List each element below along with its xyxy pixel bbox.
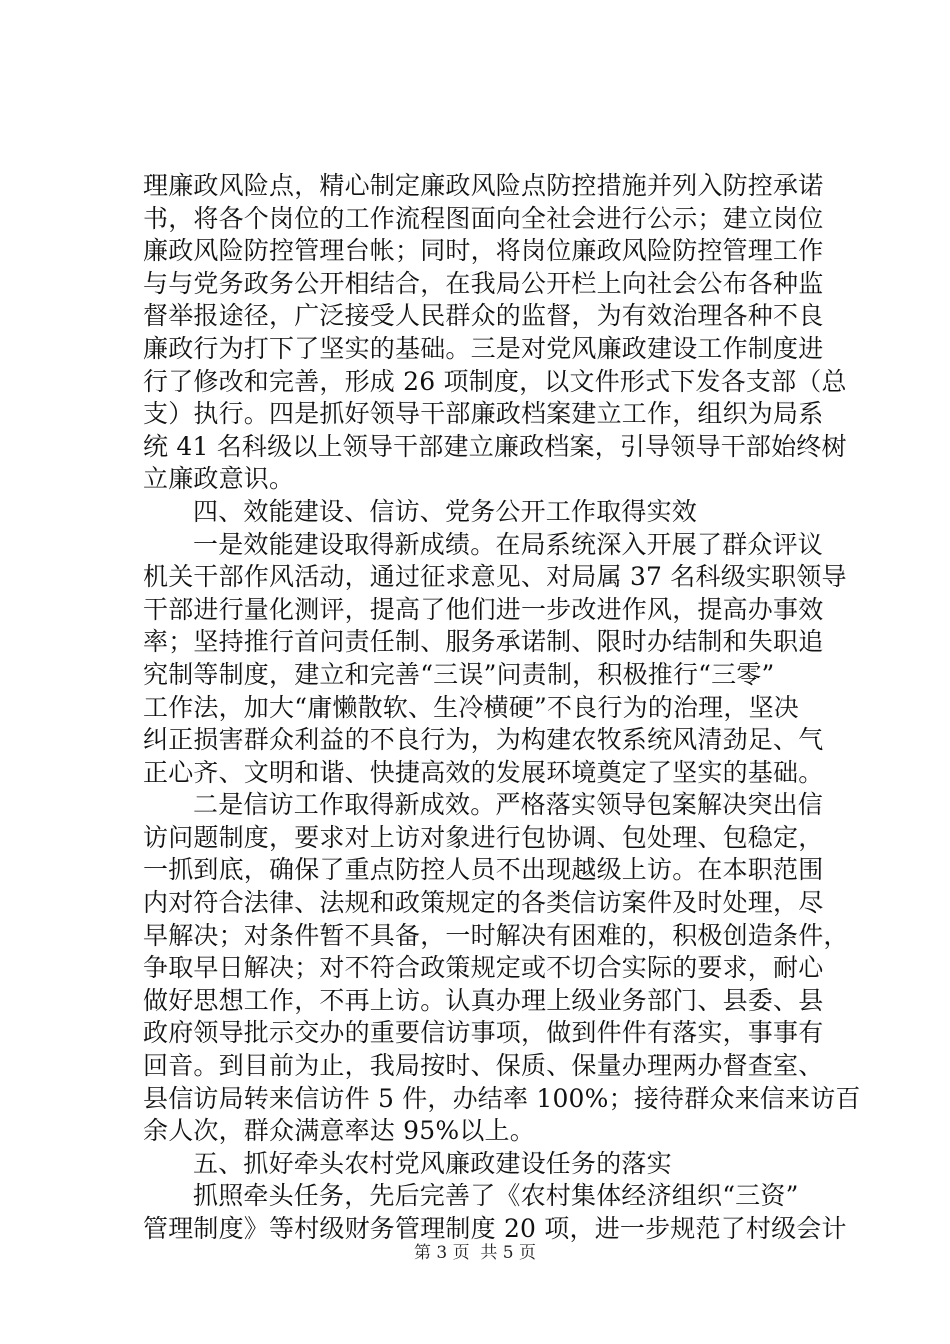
section-heading: 五、抓好牵头农村党风廉政建设任务的落实	[193, 1148, 672, 1178]
page-number: 第 3 页	[413, 1243, 470, 1263]
text-line: 政府领导批示交办的重要信访事项，做到件件有落实，事事有	[143, 1018, 824, 1048]
text-line: 做好思想工作，不再上访。认真办理上级业务部门、县委、县	[143, 985, 824, 1015]
text-line: 访问题制度，要求对上访对象进行包协调、包处理、包稳定，	[143, 822, 824, 852]
text-line: 二是信访工作取得新成效。严格落实领导包案解决突出信	[193, 790, 824, 820]
text-line: 支）执行。四是抓好领导干部廉政档案建立工作，组织为局系	[143, 399, 824, 429]
text-line: 廉政行为打下了坚实的基础。三是对党风廉政建设工作制度进	[143, 333, 824, 363]
text-line: 理廉政风险点，精心制定廉政风险点防控措施并列入防控承诺	[143, 171, 824, 200]
section-heading: 四、效能建设、信访、党务公开工作取得实效	[193, 496, 698, 526]
text-line: 廉政风险防控管理台帐；同时，将岗位廉政风险防控管理工作	[143, 236, 824, 266]
text-line: 早解决；对条件暂不具备，一时解决有困难的，积极创造条件，	[143, 920, 849, 950]
page-footer	[0, 1242, 950, 1264]
document-body	[143, 170, 861, 1246]
text-line: 率；坚持推行首问责任制、服务承诺制、限时办结制和失职追	[143, 627, 824, 657]
text-line: 干部进行量化测评，提高了他们进一步改进作风，提高办事效	[143, 594, 824, 624]
text-line: 与与党务政务公开相结合，在我局公开栏上向社会公布各种监	[143, 268, 824, 298]
text-line: 管理制度》等村级财务管理制度 20 项，进一步规范了村级会计	[143, 1214, 847, 1243]
text-line: 县信访局转来信访件 5 件，办结率 100%；接待群众来信来访百	[143, 1083, 861, 1113]
text-line: 督举报途径，广泛接受人民群众的监督，为有效治理各种不良	[143, 301, 824, 331]
text-line: 机关干部作风活动，通过征求意见、对局属 37 名科级实职领导	[143, 562, 847, 592]
text-line: 一是效能建设取得新成绩。在局系统深入开展了群众评议	[193, 529, 824, 559]
text-line: 工作法，加大“庸懒散软、生冷横硬”不良行为的治理，坚决	[143, 692, 799, 722]
text-line: 行了修改和完善，形成 26 项制度，以文件形式下发各支部（总	[143, 366, 847, 396]
text-line: 内对符合法律、法规和政策规定的各类信访案件及时处理，尽	[143, 888, 824, 918]
text-line: 回音。到目前为止，我局按时、保质、保量办理两办督查室、	[143, 1051, 824, 1081]
text-line: 争取早日解决；对不符合政策规定或不切合实际的要求，耐心	[143, 953, 824, 983]
text-line: 纠正损害群众利益的不良行为，为构建农牧系统风清劲足、气	[143, 725, 824, 755]
text-line: 立廉政意识。	[143, 464, 295, 494]
text-line: 书，将各个岗位的工作流程图面向全社会进行公示；建立岗位	[143, 203, 824, 233]
text-line: 正心齐、文明和谐、快捷高效的发展环境奠定了坚实的基础。	[143, 757, 824, 787]
text-line: 统 41 名科级以上领导干部建立廉政档案，引导领导干部始终树	[143, 431, 847, 461]
text-line: 究制等制度，建立和完善“三误”问责制，积极推行“三零”	[143, 659, 775, 689]
footer-separator	[470, 1243, 481, 1263]
text-line: 余人次，群众满意率达 95%以上。	[143, 1116, 535, 1146]
page-total: 共 5 页	[480, 1243, 537, 1263]
text-line: 抓照牵头任务，先后完善了《农村集体经济组织“三资”	[193, 1181, 799, 1211]
text-line: 一抓到底，确保了重点防控人员不出现越级上访。在本职范围	[143, 855, 824, 885]
